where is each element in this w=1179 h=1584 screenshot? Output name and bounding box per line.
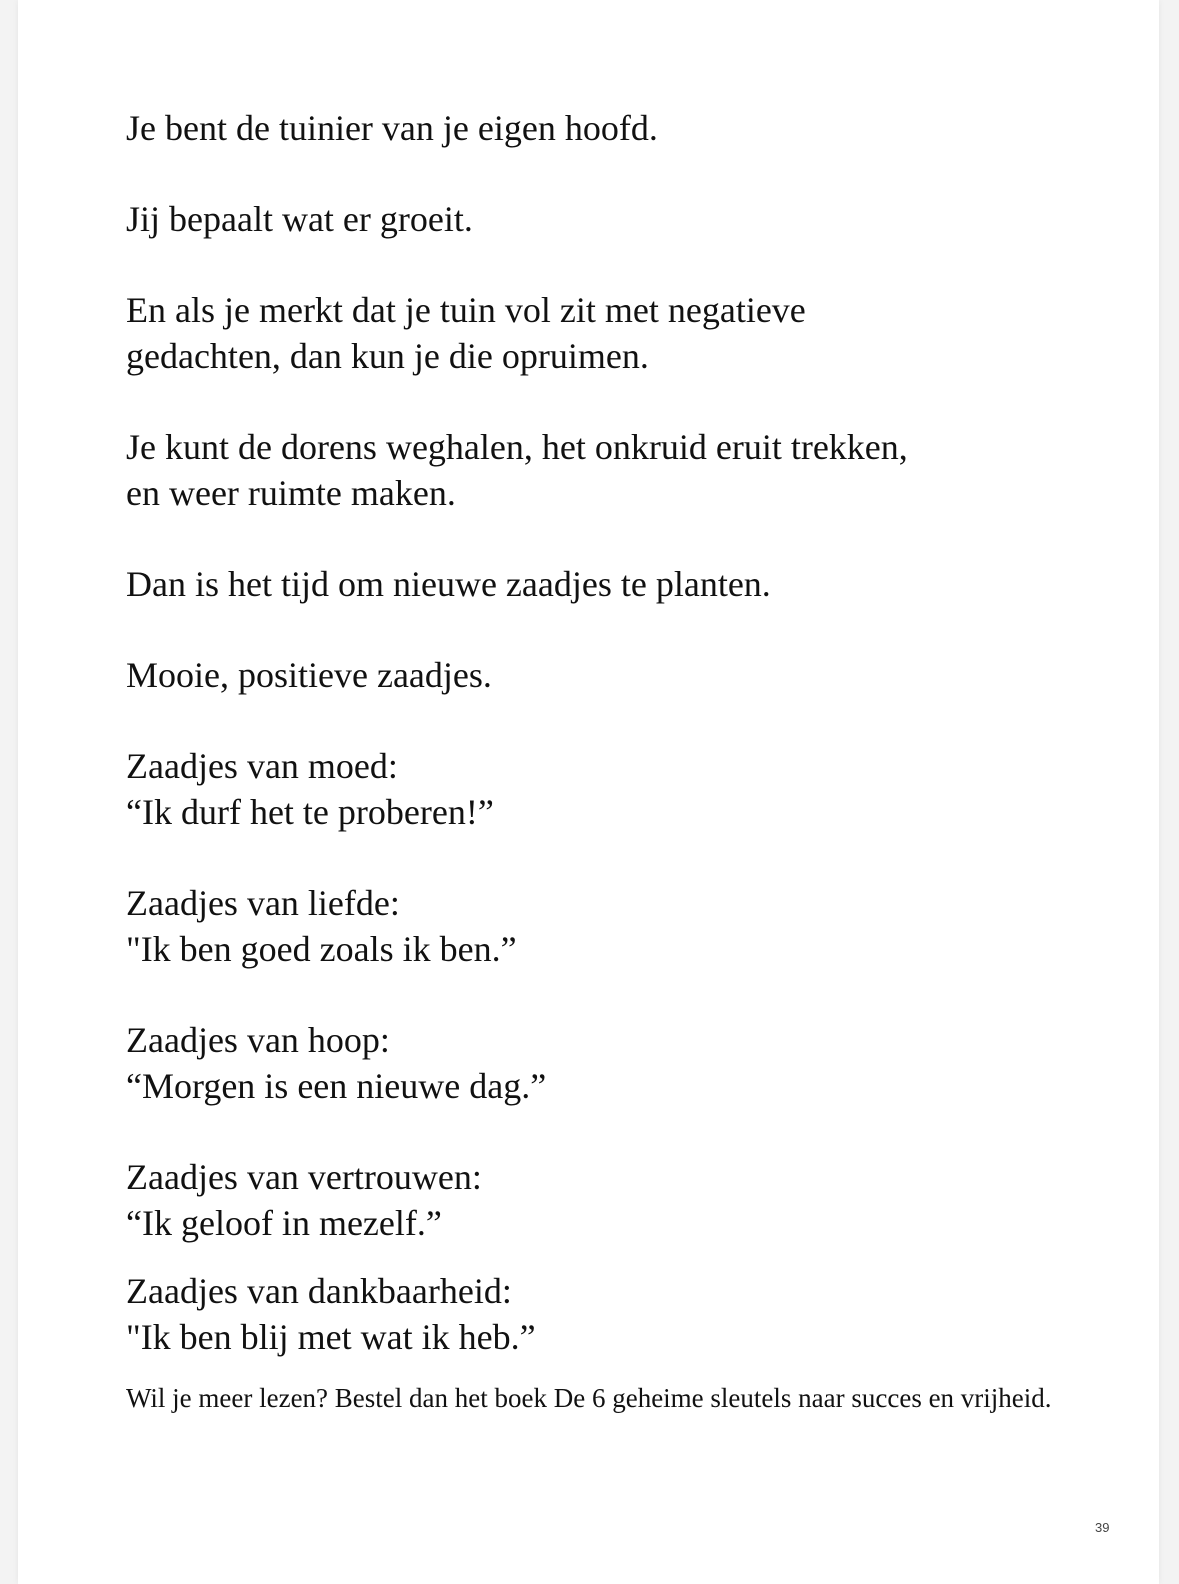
- paragraph-3-line-2: gedachten, dan kun je die opruimen.: [126, 336, 649, 376]
- paragraph-2-line-1: Jij bepaalt wat er groeit.: [126, 199, 473, 239]
- paragraph-3-line-1: En als je merkt dat je tuin vol zit met negatieve: [126, 290, 806, 330]
- seed-dankbaarheid-quote: "Ik ben blij met wat ik heb.”: [126, 1317, 536, 1357]
- seed-hoop-quote: “Morgen is een nieuwe dag.”: [126, 1066, 547, 1106]
- seed-moed-heading: Zaadjes van moed:: [126, 746, 398, 786]
- paragraph-4-line-2: en weer ruimte maken.: [126, 473, 456, 513]
- paragraph-1-line-1: Je bent de tuinier van je eigen hoofd.: [126, 108, 658, 148]
- paragraph-5-line-1: Dan is het tijd om nieuwe zaadjes te planten.: [126, 564, 771, 604]
- seed-hoop-heading: Zaadjes van hoop:: [126, 1020, 390, 1060]
- seed-liefde-heading: Zaadjes van liefde:: [126, 883, 400, 923]
- paragraph-4-line-1: Je kunt de dorens weghalen, het onkruid eruit trekken,: [126, 427, 908, 467]
- seed-moed-quote: “Ik durf het te proberen!”: [126, 792, 494, 832]
- seed-vertrouwen-heading: Zaadjes van vertrouwen:: [126, 1157, 482, 1197]
- seed-dankbaarheid-heading: Zaadjes van dankbaarheid:: [126, 1271, 512, 1311]
- book-page: [18, 0, 1159, 1584]
- seed-liefde-quote: "Ik ben goed zoals ik ben.”: [126, 929, 517, 969]
- page-number: 39: [1095, 1520, 1110, 1535]
- footer-note: Wil je meer lezen? Bestel dan het boek De 6 geheime sleutels naar succes en vrijheid.: [126, 1383, 1052, 1413]
- seed-vertrouwen-quote: “Ik geloof in mezelf.”: [126, 1203, 442, 1243]
- paragraph-6-line-1: Mooie, positieve zaadjes.: [126, 655, 492, 695]
